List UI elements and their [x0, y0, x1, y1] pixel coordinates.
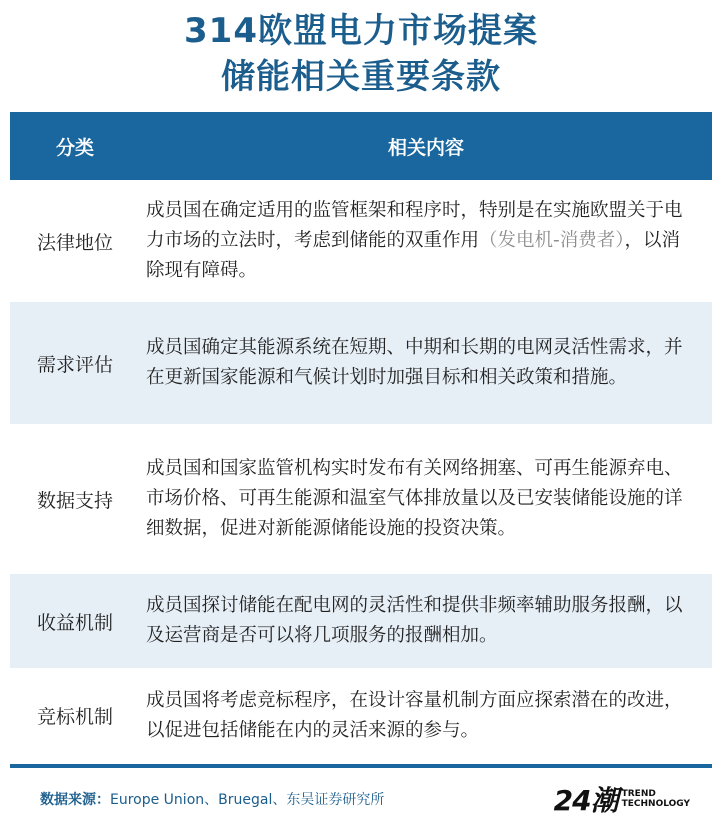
row-category: 收益机制 [36, 611, 113, 634]
row-content-tail: ，以消除现有障碍。 [146, 230, 680, 281]
source-text: Europe Union、Bruegal、东吴证券研究所 [110, 791, 385, 808]
logo-line-2: TECHNOLOGY [621, 798, 690, 809]
table-row [10, 574, 712, 668]
title-line-1: 314欧盟电力市场提案 [184, 11, 538, 51]
header-content: 相关内容 [387, 136, 464, 159]
table-row [10, 668, 712, 763]
row-category: 竞标机制 [36, 706, 113, 728]
row-content: 成员国将考虑竞标程序，在设计容量机制方面应探索潜在的改进，以促进包括储能在内的灵活来源的参与。 [146, 689, 683, 741]
row-content: 成员国和国家监管机构实时发布有关网络拥塞、可再生能源弃电、市场价格、可再生能源和温室气体排放量以及已安装储能设施的详细数据，促进对新能源储能设施的投资决策。 [146, 458, 683, 539]
table-row [10, 424, 712, 574]
row-category: 法律地位 [36, 231, 113, 254]
row-content [140, 196, 712, 286]
brand-logo [554, 779, 712, 819]
row-content: 成员国探讨储能在配电网的灵活性和提供非频率辅助服务报酬，以及运营商是否可以将几项服务的报酬相加。 [146, 595, 683, 646]
row-content-note: （发电机-消费者） [479, 230, 625, 251]
row-content-text: 成员国在确定适用的监管框架和程序时，特别是在实施欧盟关于电力市场的立法时，考虑到储能的双重作用 [146, 200, 683, 251]
logo-mark: 24潮 [553, 783, 618, 817]
row-category: 数据支持 [36, 489, 113, 512]
logo-line-1: TREND [621, 788, 656, 799]
table-row [10, 180, 712, 302]
logo-text [622, 789, 690, 809]
source-label: 数据来源： [40, 791, 110, 808]
provisions-table [10, 112, 712, 763]
row-content: 成员国确定其能源系统在短期、中期和长期的电网灵活性需求，并在更新国家能源和气候计划时加强目标和相关政策和措施。 [146, 337, 683, 388]
title-line-2: 储能相关重要条款 [221, 57, 501, 97]
table-header [10, 112, 712, 180]
footer [10, 768, 712, 829]
page-title [0, 0, 722, 102]
table-row [10, 302, 712, 424]
data-source [10, 789, 384, 809]
row-category: 需求评估 [36, 353, 113, 376]
header-category: 分类 [55, 136, 94, 159]
